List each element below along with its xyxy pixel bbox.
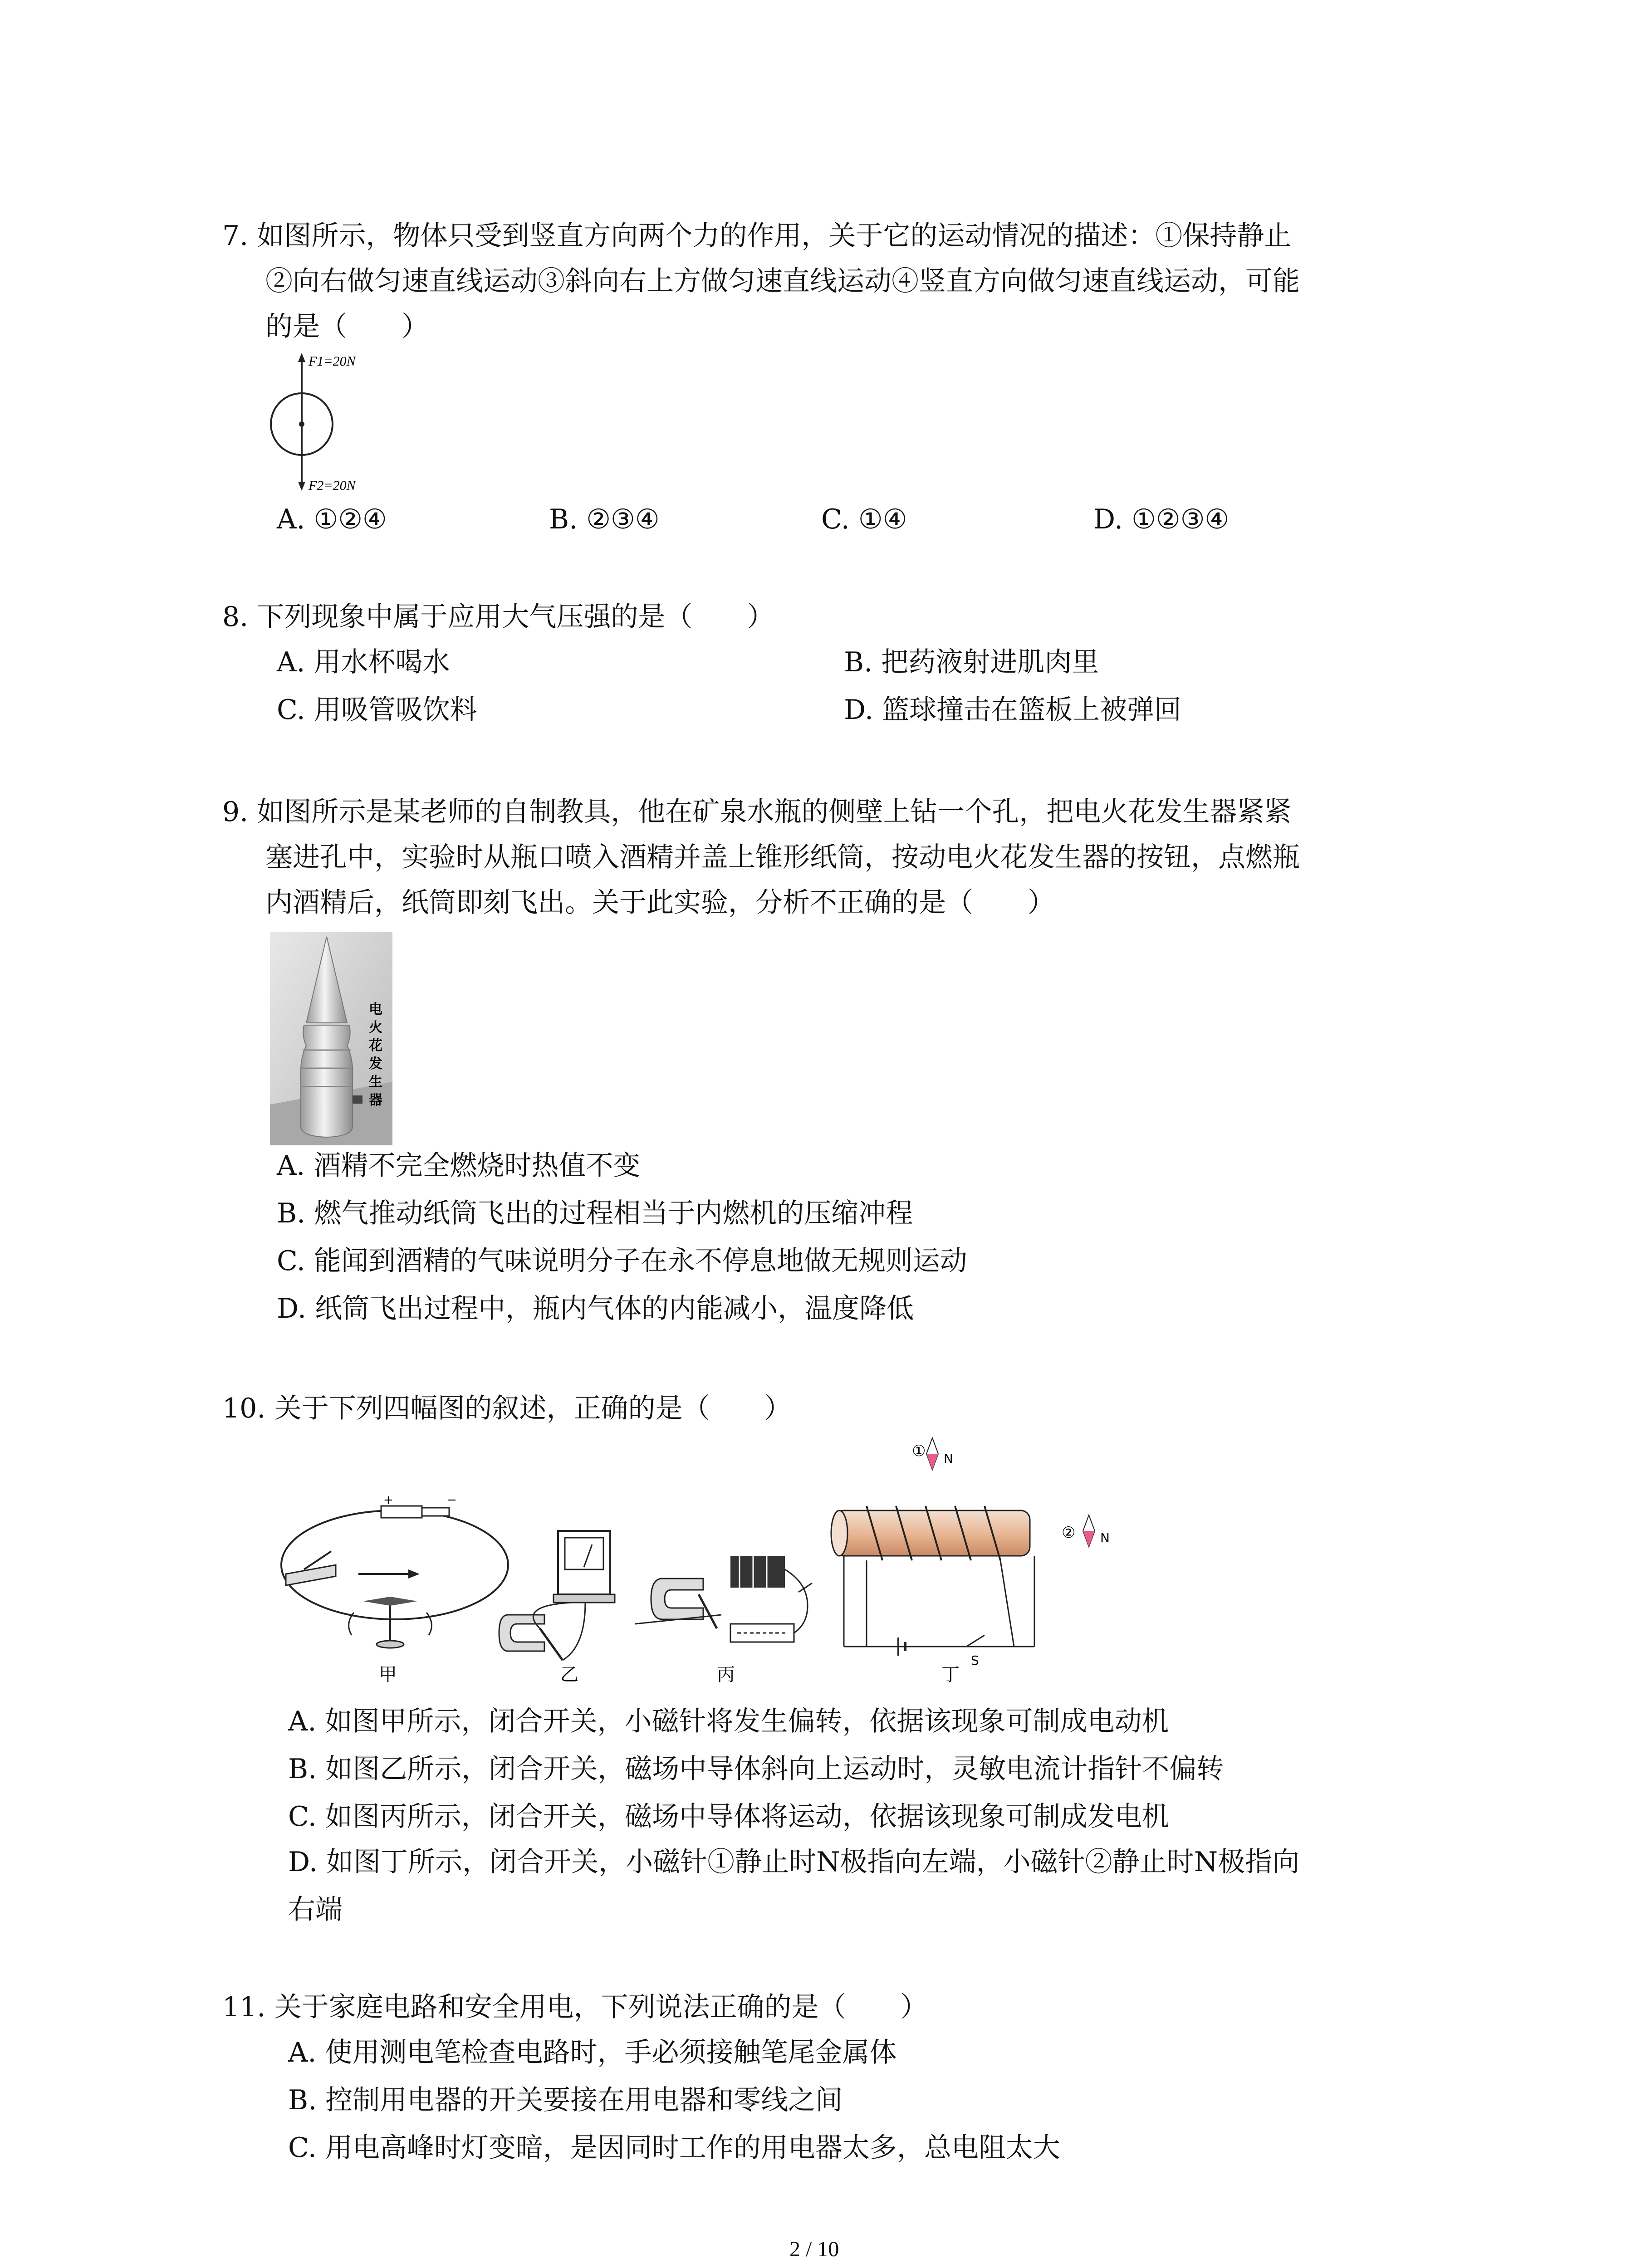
q11-stem: 11. 关于家庭电路和安全用电，下列说法正确的是（ ） bbox=[222, 1991, 928, 2023]
q9-bottle-image bbox=[270, 932, 392, 1145]
q11-option-a: A. 使用测电笔检查电路时，手必须接触笔尾金属体 bbox=[288, 2037, 897, 2068]
q9-line-1: 9. 如图所示是某老师的自制教具，他在矿泉水瓶的侧壁上钻一个孔，把电火花发生器紧紧 bbox=[222, 796, 1292, 828]
q7-option-b: B. ②③④ bbox=[549, 503, 660, 535]
q10-option-c: C. 如图丙所示，闭合开关，磁场中导体将运动，依据该现象可制成发电机 bbox=[288, 1801, 1169, 1833]
figure-bing bbox=[635, 1556, 812, 1685]
q10-figures bbox=[272, 1433, 1180, 1687]
figure-jia bbox=[281, 1493, 508, 1685]
figure-ding bbox=[831, 1438, 1110, 1685]
compass-2-number: ② bbox=[1062, 1524, 1076, 1542]
q8-option-a: A. 用水杯喝水 bbox=[277, 646, 450, 678]
compass-2-n-label: N bbox=[1100, 1530, 1110, 1545]
q10-option-b: B. 如图乙所示，闭合开关，磁场中导体斜向上运动时，灵敏电流计指针不偏转 bbox=[288, 1753, 1224, 1785]
figure-yi bbox=[499, 1531, 615, 1685]
compass-1-n-label: N bbox=[944, 1451, 953, 1466]
figure-jia-label: 甲 bbox=[379, 1664, 397, 1685]
q10-option-a: A. 如图甲所示，闭合开关，小磁针将发生偏转，依据该现象可制成电动机 bbox=[288, 1706, 1169, 1737]
q8-stem: 8. 下列现象中属于应用大气压强的是（ ） bbox=[222, 601, 774, 633]
page-number: 2 / 10 bbox=[789, 2237, 839, 2261]
q8-option-b: B. 把药液射进肌肉里 bbox=[844, 646, 1099, 678]
q8-option-c: C. 用吸管吸饮料 bbox=[277, 694, 477, 726]
q9-label-char-3: 花 bbox=[369, 1038, 382, 1054]
q9-option-b: B. 燃气推动纸筒飞出的过程相当于内燃机的压缩冲程 bbox=[277, 1198, 913, 1229]
q9-line-2: 塞进孔中，实验时从瓶口喷入酒精并盖上锥形纸筒，按动电火花发生器的按钮，点燃瓶 bbox=[265, 841, 1300, 873]
q10-option-d-continued: 右端 bbox=[288, 1894, 343, 1926]
q10-option-d: D. 如图丁所示，闭合开关，小磁针①静止时N极指向左端，小磁针②静止时N极指向 bbox=[288, 1846, 1300, 1878]
compass-1-number: ① bbox=[912, 1442, 926, 1460]
q9-label-char-5: 生 bbox=[369, 1074, 382, 1090]
q7-force-f2-label: F2=20N bbox=[309, 478, 356, 493]
q9-option-a: A. 酒精不完全燃烧时热值不变 bbox=[277, 1150, 641, 1182]
q7-option-d: D. ①②③④ bbox=[1093, 503, 1230, 535]
q7-line-3: 的是（ ） bbox=[265, 311, 429, 342]
q9-option-d: D. 纸筒飞出过程中，瓶内气体的内能减小，温度降低 bbox=[277, 1293, 914, 1325]
figure-ding-switch-label: S bbox=[971, 1653, 979, 1668]
q8-option-d: D. 篮球撞击在篮板上被弹回 bbox=[844, 694, 1182, 726]
q9-label-char-4: 发 bbox=[369, 1056, 382, 1072]
q9-label-char-6: 器 bbox=[369, 1092, 382, 1108]
q9-label-char-2: 火 bbox=[369, 1020, 382, 1036]
q7-option-a: A. ①②④ bbox=[277, 503, 387, 535]
q9-label-char-1: 电 bbox=[369, 1002, 382, 1017]
svg-text:+: + bbox=[383, 1493, 393, 1507]
figure-yi-label: 乙 bbox=[560, 1664, 578, 1685]
q7-line-1: 7. 如图所示，物体只受到竖直方向两个力的作用，关于它的运动情况的描述：①保持静止 bbox=[222, 220, 1292, 252]
figure-ding-label: 丁 bbox=[941, 1664, 960, 1685]
q10-stem: 10. 关于下列四幅图的叙述，正确的是（ ） bbox=[222, 1393, 792, 1424]
q7-option-c: C. ①④ bbox=[821, 503, 907, 535]
svg-text:−: − bbox=[447, 1493, 457, 1507]
q9-line-3: 内酒精后，纸筒即刻飞出。关于此实验，分析不正确的是（ ） bbox=[265, 887, 1055, 919]
q7-force-f1-label: F1=20N bbox=[309, 354, 356, 369]
q7-line-2: ②向右做匀速直线运动③斜向右上方做匀速直线运动④竖直方向做匀速直线运动，可能 bbox=[265, 265, 1300, 297]
q11-option-b: B. 控制用电器的开关要接在用电器和零线之间 bbox=[288, 2084, 843, 2116]
figure-bing-label: 丙 bbox=[717, 1664, 735, 1685]
q11-option-c: C. 用电高峰时灯变暗，是因同时工作的用电器太多，总电阻太大 bbox=[288, 2132, 1060, 2164]
q9-option-c: C. 能闻到酒精的气味说明分子在永不停息地做无规则运动 bbox=[277, 1245, 967, 1277]
q7-force-diagram bbox=[254, 349, 390, 499]
